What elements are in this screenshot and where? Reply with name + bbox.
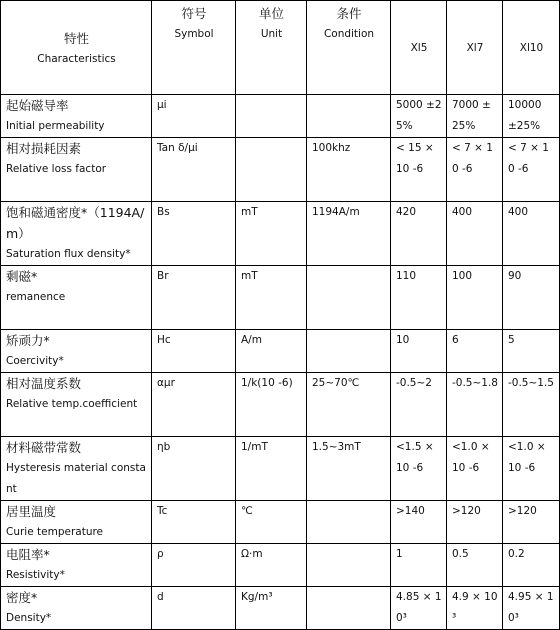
value-xl10: 10000 ±25% — [503, 95, 560, 138]
table-row — [1, 330, 560, 373]
value-xl5: >140 — [391, 501, 447, 544]
table-row — [1, 437, 560, 501]
header-row — [1, 1, 560, 95]
property-zh: 电阻率* — [6, 547, 50, 562]
value-xl5: 4.85 × 10³ — [391, 587, 447, 630]
property-zh: 剩磁* — [6, 269, 38, 284]
property-en: Hysteresis material constant — [6, 462, 146, 495]
condition-cell: 1.5~3mT — [307, 437, 391, 501]
header-material-xl5: Xl5 — [391, 1, 447, 95]
symbol-cell: Hc — [152, 330, 236, 373]
symbol-cell: Tan δ/μi — [152, 138, 236, 202]
symbol-cell: ηb — [152, 437, 236, 501]
property-zh: 材料磁带常数 — [6, 440, 82, 455]
unit-cell: 1/mT — [236, 437, 307, 501]
unit-cell — [236, 138, 307, 202]
property-zh: 矫顽力* — [6, 333, 50, 348]
table-row — [1, 266, 560, 330]
header-unit-zh: 单位 — [258, 6, 284, 21]
property-en: Curie temperature — [6, 526, 104, 538]
symbol-cell: ρ — [152, 544, 236, 587]
value-xl7: 0.5 — [447, 544, 503, 587]
property-en: remanence — [6, 291, 66, 303]
value-xl10: >120 — [503, 501, 560, 544]
unit-cell: Kg/m³ — [236, 587, 307, 630]
symbol-cell: αμr — [152, 373, 236, 437]
value-xl7: 400 — [447, 202, 503, 266]
header-symbol — [152, 1, 236, 95]
unit-cell: A/m — [236, 330, 307, 373]
table-row — [1, 138, 560, 202]
unit-cell: mT — [236, 202, 307, 266]
table-row — [1, 373, 560, 437]
property-zh: 饱和磁通密度*（1194A/m） — [6, 205, 145, 241]
header-condition-zh: 条件 — [336, 6, 362, 21]
header-symbol-zh: 符号 — [181, 6, 207, 21]
table-row — [1, 544, 560, 587]
property-zh: 居里温度 — [6, 504, 57, 519]
condition-cell — [307, 330, 391, 373]
value-xl7: 4.9 × 10³ — [447, 587, 503, 630]
property-cell — [1, 95, 152, 138]
property-cell — [1, 330, 152, 373]
value-xl10: 0.2 — [503, 544, 560, 587]
property-en: Density* — [6, 612, 52, 624]
value-xl7: 6 — [447, 330, 503, 373]
value-xl7: 100 — [447, 266, 503, 330]
property-cell — [1, 373, 152, 437]
value-xl10: 4.95 × 10³ — [503, 587, 560, 630]
value-xl5: < 15 × 10 -6 — [391, 138, 447, 202]
condition-cell — [307, 544, 391, 587]
header-material-xl10: Xl10 — [503, 1, 560, 95]
property-zh: 相对温度系数 — [6, 376, 82, 391]
property-en: Saturation flux density* — [6, 248, 131, 260]
header-property — [1, 1, 152, 95]
symbol-cell: Tc — [152, 501, 236, 544]
value-xl10: 90 — [503, 266, 560, 330]
unit-cell — [236, 95, 307, 138]
table-row — [1, 501, 560, 544]
value-xl5: -0.5~2 — [391, 373, 447, 437]
property-en: Initial permeability — [6, 120, 105, 132]
unit-cell: Ω·m — [236, 544, 307, 587]
header-property-en: Characteristics — [37, 52, 116, 65]
condition-cell — [307, 587, 391, 630]
condition-cell — [307, 95, 391, 138]
condition-cell: 1194A/m — [307, 202, 391, 266]
property-en: Coercivity* — [6, 355, 64, 367]
header-condition — [307, 1, 391, 95]
condition-cell — [307, 266, 391, 330]
value-xl5: <1.5 × 10 -6 — [391, 437, 447, 501]
value-xl5: 1 — [391, 544, 447, 587]
value-xl10: <1.0 × 10 -6 — [503, 437, 560, 501]
property-cell — [1, 138, 152, 202]
table-row — [1, 587, 560, 630]
unit-cell: 1/k(10 -6) — [236, 373, 307, 437]
unit-cell: ℃ — [236, 501, 307, 544]
property-zh: 起始磁导率 — [6, 98, 69, 113]
value-xl5: 5000 ±25% — [391, 95, 447, 138]
header-material-xl7: Xl7 — [447, 1, 503, 95]
header-symbol-en: Symbol — [174, 28, 214, 40]
table-row — [1, 95, 560, 138]
value-xl5: 10 — [391, 330, 447, 373]
value-xl5: 420 — [391, 202, 447, 266]
value-xl10: 400 — [503, 202, 560, 266]
condition-cell: 25~70℃ — [307, 373, 391, 437]
value-xl7: >120 — [447, 501, 503, 544]
condition-cell: 100khz — [307, 138, 391, 202]
value-xl5: 110 — [391, 266, 447, 330]
value-xl10: 5 — [503, 330, 560, 373]
value-xl7: -0.5~1.8 — [447, 373, 503, 437]
header-property-zh: 特性 — [63, 30, 89, 46]
value-xl7: 7000 ± 25% — [447, 95, 503, 138]
symbol-cell: Bs — [152, 202, 236, 266]
property-zh: 相对损耗因素 — [6, 141, 82, 156]
value-xl7: <1.0 × 10 -6 — [447, 437, 503, 501]
value-xl7: < 7 × 10 -6 — [447, 138, 503, 202]
property-en: Relative temp.coefficient — [6, 398, 138, 410]
symbol-cell: μi — [152, 95, 236, 138]
condition-cell — [307, 501, 391, 544]
value-xl10: < 7 × 10 -6 — [503, 138, 560, 202]
property-cell — [1, 501, 152, 544]
property-cell — [1, 544, 152, 587]
header-unit-en: Unit — [260, 28, 283, 40]
property-zh: 密度* — [6, 590, 38, 605]
property-cell — [1, 587, 152, 630]
value-xl10: -0.5~1.5 — [503, 373, 560, 437]
header-unit — [236, 1, 307, 95]
header-condition-en: Condition — [323, 28, 375, 40]
property-cell — [1, 266, 152, 330]
table-row — [1, 202, 560, 266]
property-cell — [1, 202, 152, 266]
unit-cell: mT — [236, 266, 307, 330]
symbol-cell: Br — [152, 266, 236, 330]
property-en: Resistivity* — [6, 569, 65, 581]
symbol-cell: d — [152, 587, 236, 630]
property-en: Relative loss factor — [6, 163, 107, 175]
property-cell — [1, 437, 152, 501]
